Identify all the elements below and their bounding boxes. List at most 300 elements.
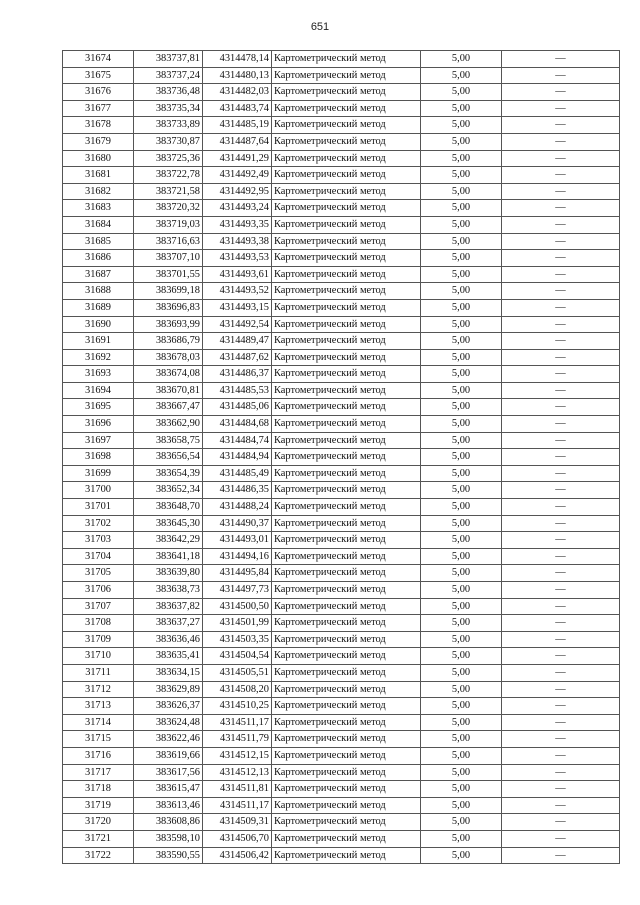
point-number-cell: 31697 — [63, 432, 134, 449]
method-cell: Картометрический метод — [272, 382, 421, 399]
accuracy-cell: 5,00 — [421, 133, 502, 150]
description-cell: — — [502, 299, 620, 316]
x-coordinate-cell: 383696,83 — [134, 299, 203, 316]
accuracy-cell: 5,00 — [421, 731, 502, 748]
x-coordinate-cell: 383654,39 — [134, 465, 203, 482]
x-coordinate-cell: 383686,79 — [134, 333, 203, 350]
point-number-cell: 31694 — [63, 382, 134, 399]
point-number-cell: 31711 — [63, 664, 134, 681]
description-cell: — — [502, 515, 620, 532]
table-row — [63, 133, 620, 150]
x-coordinate-cell: 383707,10 — [134, 250, 203, 267]
description-cell: — — [502, 648, 620, 665]
table-row — [63, 499, 620, 516]
method-cell: Картометрический метод — [272, 814, 421, 831]
description-cell: — — [502, 764, 620, 781]
x-coordinate-cell: 383629,89 — [134, 681, 203, 698]
accuracy-cell: 5,00 — [421, 698, 502, 715]
description-cell: — — [502, 416, 620, 433]
x-coordinate-cell: 383642,29 — [134, 532, 203, 549]
accuracy-cell: 5,00 — [421, 830, 502, 847]
point-number-cell: 31681 — [63, 167, 134, 184]
table-row — [63, 100, 620, 117]
table-row — [63, 714, 620, 731]
point-number-cell: 31684 — [63, 216, 134, 233]
method-cell: Картометрический метод — [272, 133, 421, 150]
x-coordinate-cell: 383619,66 — [134, 747, 203, 764]
accuracy-cell: 5,00 — [421, 465, 502, 482]
point-number-cell: 31682 — [63, 183, 134, 200]
table-row — [63, 797, 620, 814]
point-number-cell: 31717 — [63, 764, 134, 781]
accuracy-cell: 5,00 — [421, 482, 502, 499]
table-row — [63, 830, 620, 847]
point-number-cell: 31700 — [63, 482, 134, 499]
y-coordinate-cell: 4314506,70 — [203, 830, 272, 847]
y-coordinate-cell: 4314492,95 — [203, 183, 272, 200]
point-number-cell: 31686 — [63, 250, 134, 267]
description-cell: — — [502, 266, 620, 283]
table-row — [63, 250, 620, 267]
point-number-cell: 31679 — [63, 133, 134, 150]
accuracy-cell: 5,00 — [421, 681, 502, 698]
y-coordinate-cell: 4314493,38 — [203, 233, 272, 250]
method-cell: Картометрический метод — [272, 117, 421, 134]
table-row — [63, 482, 620, 499]
accuracy-cell: 5,00 — [421, 250, 502, 267]
method-cell: Картометрический метод — [272, 465, 421, 482]
y-coordinate-cell: 4314483,74 — [203, 100, 272, 117]
description-cell: — — [502, 200, 620, 217]
point-number-cell: 31702 — [63, 515, 134, 532]
table-row — [63, 664, 620, 681]
accuracy-cell: 5,00 — [421, 631, 502, 648]
point-number-cell: 31699 — [63, 465, 134, 482]
point-number-cell: 31703 — [63, 532, 134, 549]
point-number-cell: 31720 — [63, 814, 134, 831]
point-number-cell: 31721 — [63, 830, 134, 847]
accuracy-cell: 5,00 — [421, 84, 502, 101]
accuracy-cell: 5,00 — [421, 781, 502, 798]
y-coordinate-cell: 4314495,84 — [203, 565, 272, 582]
x-coordinate-cell: 383641,18 — [134, 548, 203, 565]
x-coordinate-cell: 383624,48 — [134, 714, 203, 731]
method-cell: Картометрический метод — [272, 847, 421, 864]
description-cell: — — [502, 482, 620, 499]
table-row — [63, 299, 620, 316]
description-cell: — — [502, 582, 620, 599]
x-coordinate-cell: 383737,81 — [134, 51, 203, 68]
point-number-cell: 31708 — [63, 615, 134, 632]
x-coordinate-cell: 383617,56 — [134, 764, 203, 781]
method-cell: Картометрический метод — [272, 747, 421, 764]
description-cell: — — [502, 133, 620, 150]
accuracy-cell: 5,00 — [421, 51, 502, 68]
point-number-cell: 31691 — [63, 333, 134, 350]
table-row — [63, 382, 620, 399]
method-cell: Картометрический метод — [272, 764, 421, 781]
y-coordinate-cell: 4314501,99 — [203, 615, 272, 632]
table-row — [63, 416, 620, 433]
y-coordinate-cell: 4314486,35 — [203, 482, 272, 499]
accuracy-cell: 5,00 — [421, 266, 502, 283]
accuracy-cell: 5,00 — [421, 714, 502, 731]
accuracy-cell: 5,00 — [421, 449, 502, 466]
table-row — [63, 266, 620, 283]
point-number-cell: 31705 — [63, 565, 134, 582]
accuracy-cell: 5,00 — [421, 615, 502, 632]
method-cell: Картометрический метод — [272, 714, 421, 731]
description-cell: — — [502, 631, 620, 648]
description-cell: — — [502, 349, 620, 366]
accuracy-cell: 5,00 — [421, 316, 502, 333]
y-coordinate-cell: 4314485,49 — [203, 465, 272, 482]
description-cell: — — [502, 150, 620, 167]
description-cell: — — [502, 399, 620, 416]
point-number-cell: 31713 — [63, 698, 134, 715]
x-coordinate-cell: 383670,81 — [134, 382, 203, 399]
description-cell: — — [502, 615, 620, 632]
y-coordinate-cell: 4314503,35 — [203, 631, 272, 648]
y-coordinate-cell: 4314492,54 — [203, 316, 272, 333]
y-coordinate-cell: 4314484,94 — [203, 449, 272, 466]
description-cell: — — [502, 847, 620, 864]
method-cell: Картометрический метод — [272, 366, 421, 383]
description-cell: — — [502, 216, 620, 233]
accuracy-cell: 5,00 — [421, 598, 502, 615]
point-number-cell: 31698 — [63, 449, 134, 466]
x-coordinate-cell: 383737,24 — [134, 67, 203, 84]
x-coordinate-cell: 383639,80 — [134, 565, 203, 582]
table-row — [63, 731, 620, 748]
description-cell: — — [502, 382, 620, 399]
description-cell: — — [502, 100, 620, 117]
point-number-cell: 31678 — [63, 117, 134, 134]
x-coordinate-cell: 383662,90 — [134, 416, 203, 433]
method-cell: Картометрический метод — [272, 266, 421, 283]
point-number-cell: 31714 — [63, 714, 134, 731]
accuracy-cell: 5,00 — [421, 764, 502, 781]
y-coordinate-cell: 4314493,24 — [203, 200, 272, 217]
accuracy-cell: 5,00 — [421, 216, 502, 233]
x-coordinate-cell: 383635,41 — [134, 648, 203, 665]
method-cell: Картометрический метод — [272, 167, 421, 184]
y-coordinate-cell: 4314485,19 — [203, 117, 272, 134]
method-cell: Картометрический метод — [272, 565, 421, 582]
point-number-cell: 31689 — [63, 299, 134, 316]
table-row — [63, 465, 620, 482]
table-row — [63, 582, 620, 599]
y-coordinate-cell: 4314493,61 — [203, 266, 272, 283]
table-row — [63, 515, 620, 532]
table-row — [63, 681, 620, 698]
method-cell: Картометрический метод — [272, 664, 421, 681]
x-coordinate-cell: 383637,82 — [134, 598, 203, 615]
method-cell: Картометрический метод — [272, 416, 421, 433]
y-coordinate-cell: 4314505,51 — [203, 664, 272, 681]
description-cell: — — [502, 548, 620, 565]
accuracy-cell: 5,00 — [421, 117, 502, 134]
description-cell: — — [502, 465, 620, 482]
description-cell: — — [502, 449, 620, 466]
point-number-cell: 31718 — [63, 781, 134, 798]
table-row — [63, 51, 620, 68]
point-number-cell: 31675 — [63, 67, 134, 84]
y-coordinate-cell: 4314485,53 — [203, 382, 272, 399]
y-coordinate-cell: 4314512,15 — [203, 747, 272, 764]
description-cell: — — [502, 84, 620, 101]
description-cell: — — [502, 67, 620, 84]
point-number-cell: 31693 — [63, 366, 134, 383]
x-coordinate-cell: 383720,32 — [134, 200, 203, 217]
x-coordinate-cell: 383701,55 — [134, 266, 203, 283]
table-row — [63, 117, 620, 134]
method-cell: Картометрический метод — [272, 233, 421, 250]
x-coordinate-cell: 383722,78 — [134, 167, 203, 184]
point-number-cell: 31695 — [63, 399, 134, 416]
accuracy-cell: 5,00 — [421, 200, 502, 217]
y-coordinate-cell: 4314488,24 — [203, 499, 272, 516]
method-cell: Картометрический метод — [272, 515, 421, 532]
point-number-cell: 31680 — [63, 150, 134, 167]
description-cell: — — [502, 681, 620, 698]
description-cell: — — [502, 814, 620, 831]
table-row — [63, 449, 620, 466]
accuracy-cell: 5,00 — [421, 299, 502, 316]
x-coordinate-cell: 383736,48 — [134, 84, 203, 101]
method-cell: Картометрический метод — [272, 333, 421, 350]
y-coordinate-cell: 4314493,35 — [203, 216, 272, 233]
accuracy-cell: 5,00 — [421, 416, 502, 433]
point-number-cell: 31706 — [63, 582, 134, 599]
point-number-cell: 31709 — [63, 631, 134, 648]
accuracy-cell: 5,00 — [421, 648, 502, 665]
point-number-cell: 31692 — [63, 349, 134, 366]
method-cell: Картометрический метод — [272, 598, 421, 615]
accuracy-cell: 5,00 — [421, 747, 502, 764]
page-number: 651 — [310, 21, 330, 33]
x-coordinate-cell: 383626,37 — [134, 698, 203, 715]
y-coordinate-cell: 4314491,29 — [203, 150, 272, 167]
point-number-cell: 31685 — [63, 233, 134, 250]
accuracy-cell: 5,00 — [421, 399, 502, 416]
accuracy-cell: 5,00 — [421, 333, 502, 350]
y-coordinate-cell: 4314511,81 — [203, 781, 272, 798]
point-number-cell: 31701 — [63, 499, 134, 516]
table-row — [63, 167, 620, 184]
x-coordinate-cell: 383730,87 — [134, 133, 203, 150]
method-cell: Картометрический метод — [272, 216, 421, 233]
table-row — [63, 548, 620, 565]
method-cell: Картометрический метод — [272, 84, 421, 101]
point-number-cell: 31676 — [63, 84, 134, 101]
table-row — [63, 698, 620, 715]
x-coordinate-cell: 383658,75 — [134, 432, 203, 449]
accuracy-cell: 5,00 — [421, 349, 502, 366]
description-cell: — — [502, 731, 620, 748]
table-row — [63, 847, 620, 864]
accuracy-cell: 5,00 — [421, 150, 502, 167]
description-cell: — — [502, 499, 620, 516]
x-coordinate-cell: 383613,46 — [134, 797, 203, 814]
point-number-cell: 31719 — [63, 797, 134, 814]
x-coordinate-cell: 383719,03 — [134, 216, 203, 233]
y-coordinate-cell: 4314508,20 — [203, 681, 272, 698]
accuracy-cell: 5,00 — [421, 183, 502, 200]
accuracy-cell: 5,00 — [421, 548, 502, 565]
point-number-cell: 31722 — [63, 847, 134, 864]
table-row — [63, 565, 620, 582]
y-coordinate-cell: 4314511,79 — [203, 731, 272, 748]
x-coordinate-cell: 383699,18 — [134, 283, 203, 300]
point-number-cell: 31707 — [63, 598, 134, 615]
table-row — [63, 532, 620, 549]
description-cell: — — [502, 333, 620, 350]
description-cell: — — [502, 747, 620, 764]
y-coordinate-cell: 4314490,37 — [203, 515, 272, 532]
accuracy-cell: 5,00 — [421, 814, 502, 831]
method-cell: Картометрический метод — [272, 150, 421, 167]
x-coordinate-cell: 383674,08 — [134, 366, 203, 383]
method-cell: Картометрический метод — [272, 449, 421, 466]
y-coordinate-cell: 4314478,14 — [203, 51, 272, 68]
table-row — [63, 781, 620, 798]
description-cell: — — [502, 532, 620, 549]
x-coordinate-cell: 383645,30 — [134, 515, 203, 532]
method-cell: Картометрический метод — [272, 283, 421, 300]
x-coordinate-cell: 383693,99 — [134, 316, 203, 333]
y-coordinate-cell: 4314484,68 — [203, 416, 272, 433]
accuracy-cell: 5,00 — [421, 565, 502, 582]
description-cell: — — [502, 233, 620, 250]
method-cell: Картометрический метод — [272, 299, 421, 316]
y-coordinate-cell: 4314485,06 — [203, 399, 272, 416]
accuracy-cell: 5,00 — [421, 366, 502, 383]
description-cell: — — [502, 664, 620, 681]
method-cell: Картометрический метод — [272, 183, 421, 200]
x-coordinate-cell: 383667,47 — [134, 399, 203, 416]
accuracy-cell: 5,00 — [421, 382, 502, 399]
table-row — [63, 200, 620, 217]
accuracy-cell: 5,00 — [421, 532, 502, 549]
table-row — [63, 67, 620, 84]
accuracy-cell: 5,00 — [421, 797, 502, 814]
method-cell: Картометрический метод — [272, 731, 421, 748]
y-coordinate-cell: 4314512,13 — [203, 764, 272, 781]
accuracy-cell: 5,00 — [421, 233, 502, 250]
y-coordinate-cell: 4314500,50 — [203, 598, 272, 615]
table-row — [63, 615, 620, 632]
accuracy-cell: 5,00 — [421, 499, 502, 516]
table-row — [63, 216, 620, 233]
description-cell: — — [502, 316, 620, 333]
x-coordinate-cell: 383638,73 — [134, 582, 203, 599]
x-coordinate-cell: 383656,54 — [134, 449, 203, 466]
y-coordinate-cell: 4314511,17 — [203, 714, 272, 731]
point-number-cell: 31712 — [63, 681, 134, 698]
method-cell: Картометрический метод — [272, 250, 421, 267]
x-coordinate-cell: 383721,58 — [134, 183, 203, 200]
y-coordinate-cell: 4314493,53 — [203, 250, 272, 267]
table-row — [63, 814, 620, 831]
table-row — [63, 150, 620, 167]
point-number-cell: 31704 — [63, 548, 134, 565]
x-coordinate-cell: 383648,70 — [134, 499, 203, 516]
table-row — [63, 316, 620, 333]
y-coordinate-cell: 4314489,47 — [203, 333, 272, 350]
description-cell: — — [502, 51, 620, 68]
coordinates-table — [62, 50, 620, 864]
point-number-cell: 31690 — [63, 316, 134, 333]
method-cell: Картометрический метод — [272, 200, 421, 217]
x-coordinate-cell: 383716,63 — [134, 233, 203, 250]
table-row — [63, 432, 620, 449]
y-coordinate-cell: 4314494,16 — [203, 548, 272, 565]
point-number-cell: 31688 — [63, 283, 134, 300]
table-row — [63, 631, 620, 648]
method-cell: Картометрический метод — [272, 532, 421, 549]
x-coordinate-cell: 383590,55 — [134, 847, 203, 864]
table-row — [63, 233, 620, 250]
description-cell: — — [502, 830, 620, 847]
table-row — [63, 84, 620, 101]
method-cell: Картометрический метод — [272, 67, 421, 84]
y-coordinate-cell: 4314493,15 — [203, 299, 272, 316]
point-number-cell: 31677 — [63, 100, 134, 117]
table-row — [63, 349, 620, 366]
y-coordinate-cell: 4314511,17 — [203, 797, 272, 814]
point-number-cell: 31715 — [63, 731, 134, 748]
y-coordinate-cell: 4314480,13 — [203, 67, 272, 84]
y-coordinate-cell: 4314487,64 — [203, 133, 272, 150]
method-cell: Картометрический метод — [272, 51, 421, 68]
table-row — [63, 366, 620, 383]
description-cell: — — [502, 366, 620, 383]
accuracy-cell: 5,00 — [421, 67, 502, 84]
y-coordinate-cell: 4314482,03 — [203, 84, 272, 101]
x-coordinate-cell: 383608,86 — [134, 814, 203, 831]
accuracy-cell: 5,00 — [421, 582, 502, 599]
table-row — [63, 283, 620, 300]
y-coordinate-cell: 4314506,42 — [203, 847, 272, 864]
description-cell: — — [502, 183, 620, 200]
description-cell: — — [502, 117, 620, 134]
method-cell: Картометрический метод — [272, 648, 421, 665]
method-cell: Картометрический метод — [272, 582, 421, 599]
method-cell: Картометрический метод — [272, 100, 421, 117]
point-number-cell: 31683 — [63, 200, 134, 217]
x-coordinate-cell: 383652,34 — [134, 482, 203, 499]
y-coordinate-cell: 4314492,49 — [203, 167, 272, 184]
x-coordinate-cell: 383636,46 — [134, 631, 203, 648]
x-coordinate-cell: 383634,15 — [134, 664, 203, 681]
method-cell: Картометрический метод — [272, 797, 421, 814]
description-cell: — — [502, 565, 620, 582]
method-cell: Картометрический метод — [272, 399, 421, 416]
x-coordinate-cell: 383622,46 — [134, 731, 203, 748]
x-coordinate-cell: 383725,36 — [134, 150, 203, 167]
description-cell: — — [502, 250, 620, 267]
y-coordinate-cell: 4314510,25 — [203, 698, 272, 715]
table-row — [63, 598, 620, 615]
y-coordinate-cell: 4314504,54 — [203, 648, 272, 665]
y-coordinate-cell: 4314497,73 — [203, 582, 272, 599]
method-cell: Картометрический метод — [272, 499, 421, 516]
description-cell: — — [502, 698, 620, 715]
method-cell: Картометрический метод — [272, 548, 421, 565]
accuracy-cell: 5,00 — [421, 664, 502, 681]
method-cell: Картометрический метод — [272, 349, 421, 366]
